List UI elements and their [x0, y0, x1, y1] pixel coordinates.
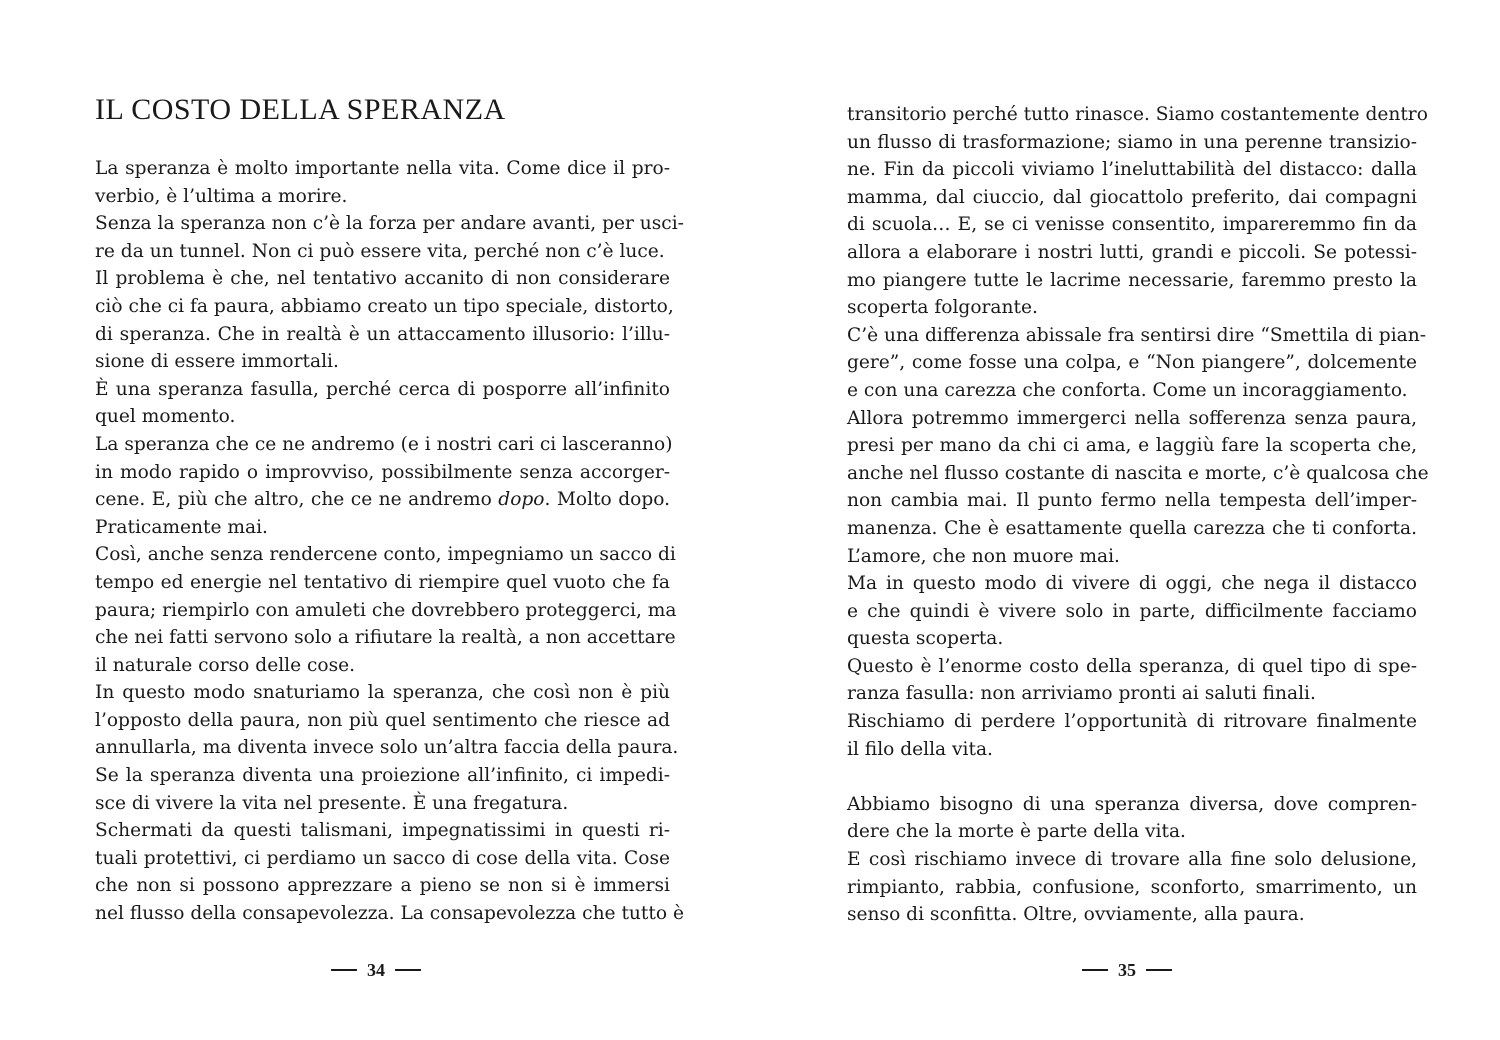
text-line	[847, 515, 1417, 543]
page-number-right	[1082, 956, 1172, 984]
text-line	[847, 432, 1417, 460]
left-body-text	[95, 155, 684, 928]
text-line	[847, 598, 1417, 626]
line-text: Rischiamo di perdere l’opportunità di ritrovare finalmente	[847, 711, 1417, 733]
text-line	[95, 238, 670, 266]
line-text: La speranza che ce ne andremo (e i nostri cari ci lasceranno)	[95, 433, 673, 455]
text-line	[847, 653, 1417, 681]
line-text: sione di essere immortali.	[95, 351, 339, 373]
text-line	[95, 514, 670, 542]
line-text: quel momento.	[95, 406, 236, 428]
text-line	[847, 156, 1417, 184]
line-text: transitorio perché tutto rinasce. Siamo costantemente dentro	[847, 104, 1428, 125]
text-line	[95, 597, 677, 625]
text-line	[847, 349, 1417, 377]
text-line	[95, 790, 670, 818]
text-line	[95, 817, 670, 845]
text-line	[847, 818, 1417, 846]
text-line	[847, 570, 1417, 598]
folio-dash	[1082, 969, 1108, 971]
line-text: un flusso di trasformazione; siamo in una perenne transizio-	[847, 131, 1417, 153]
text-line	[95, 403, 670, 431]
line-text: che nei fatti servono solo a rifiutare la realtà, a non accettare	[95, 627, 676, 649]
line-text: ne. Fin da piccoli viviamo l’ineluttabilità del distacco: dalla	[847, 159, 1417, 181]
text-line	[847, 405, 1417, 433]
text-line	[95, 459, 670, 487]
text-line	[95, 679, 670, 707]
line-text: non cambia mai. Il punto fermo nella tempesta dell’imper-	[847, 490, 1417, 512]
line-text: anche nel flusso costante di nascita e morte, c’è qualcosa che	[847, 462, 1429, 484]
text-line	[847, 791, 1417, 819]
line-text: mo piangere tutte le lacrime necessarie, faremmo presto la	[847, 269, 1417, 291]
text-line	[95, 541, 676, 569]
text-line	[847, 184, 1417, 212]
text-line	[95, 183, 670, 211]
line-text: ciò che ci fa paura, abbiamo creato un tipo speciale, distorto,	[95, 295, 674, 317]
text-line	[847, 846, 1417, 874]
page-number: 35	[1118, 959, 1136, 980]
text-line	[847, 239, 1417, 267]
text-line	[847, 487, 1417, 515]
text-line	[95, 321, 670, 349]
text-line	[95, 155, 670, 183]
text-line	[95, 872, 670, 900]
line-text: che non si possono apprezzare a pieno se non si è immersi	[95, 875, 670, 897]
line-text: tuali protettivi, ci perdiamo un sacco di cose della vita. Cose	[95, 847, 670, 869]
line-text: mamma, dal ciuccio, dal giocattolo preferito, dai compagni	[847, 186, 1417, 208]
line-text: allora a elaborare i nostri lutti, grandi e piccoli. Se potessi-	[847, 241, 1417, 263]
text-line	[847, 211, 1417, 239]
line-text: manenza. Che è esattamente quella carezza che ti conforta.	[847, 517, 1417, 539]
text-line	[847, 874, 1417, 902]
line-text: il filo della vita.	[847, 738, 993, 760]
line-text: scoperta folgorante.	[847, 297, 1038, 319]
line-text: di speranza. Che in realtà è un attaccamento illusorio: l’illu-	[95, 323, 670, 345]
line-text: Così, anche senza rendercene conto, impegniamo un sacco di	[95, 544, 676, 566]
line-text: rimpianto, rabbia, confusione, sconforto, smarrimento, un	[847, 876, 1417, 898]
line-text: e che quindi è vivere solo in parte, difficilmente facciamo	[847, 600, 1417, 622]
text-line	[95, 734, 679, 762]
text-line	[847, 377, 1417, 405]
text-line	[847, 708, 1417, 736]
line-text: E così rischiamo invece di trovare alla fine solo delusione,	[847, 849, 1417, 871]
line-text: dere che la morte è parte della vita.	[847, 821, 1186, 843]
text-line	[95, 652, 670, 680]
text-line	[95, 569, 670, 597]
line-text: re da un tunnel. Non ci può essere vita, perché non c’è luce.	[95, 240, 665, 262]
line-text: Schermati da questi talismani, impegnatissimi in questi ri-	[95, 820, 670, 842]
chapter-title: IL COSTO DELLA SPERANZA	[95, 93, 506, 126]
folio-dash	[395, 969, 421, 971]
text-line	[95, 265, 670, 293]
line-text: La speranza è molto importante nella vita. Come dice il pro-	[95, 158, 670, 179]
text-line	[95, 624, 676, 652]
emphasis-text: dopo	[498, 489, 545, 511]
line-text: verbio, è l’ultima a morire.	[95, 185, 348, 207]
line-text: e con una carezza che conforta. Come un incoraggiamento.	[847, 379, 1408, 401]
line-text: paura; riempirlo con amuleti che dovrebbero proteggerci, ma	[95, 599, 677, 621]
line-text: annullarla, ma diventa invece solo un’altra faccia della paura.	[95, 737, 679, 759]
text-line	[95, 845, 670, 873]
line-text: nel flusso della consapevolezza. La consapevolezza che tutto è	[95, 903, 684, 925]
text-line	[95, 293, 674, 321]
text-line	[95, 431, 673, 459]
line-text: gere”, come fosse una colpa, e “Non piangere”, dolcemente	[847, 352, 1417, 374]
line-text: . Molto dopo.	[544, 489, 670, 511]
text-line	[95, 900, 684, 928]
text-line	[847, 267, 1417, 295]
line-text: Senza la speranza non c’è la forza per andare avanti, per usci-	[95, 213, 684, 235]
line-text: In questo modo snaturiamo la speranza, che così non è più	[95, 682, 670, 704]
folio-dash	[1146, 969, 1172, 971]
text-line	[847, 460, 1429, 488]
text-line	[95, 376, 670, 404]
line-text: Se la speranza diventa una proiezione all’infinito, ci impedi-	[95, 765, 670, 787]
line-text: Ma in questo modo di vivere di oggi, che nega il distacco	[847, 573, 1417, 595]
text-line	[847, 901, 1417, 929]
folio-dash	[331, 969, 357, 971]
text-line	[847, 543, 1417, 571]
text-line	[847, 625, 1417, 653]
line-text: Il problema è che, nel tentativo accanito di non considerare	[95, 268, 670, 290]
line-text: questa scoperta.	[847, 628, 1004, 650]
page-number-left	[331, 956, 421, 984]
line-text: Allora potremmo immergerci nella sofferenza senza paura,	[847, 407, 1417, 429]
text-line	[847, 736, 1417, 764]
text-line	[95, 210, 684, 238]
line-text: sce di vivere la vita nel presente. È una fregatura.	[95, 792, 569, 814]
text-line	[95, 348, 670, 376]
line-text: Abbiamo bisogno di una speranza diversa, dove compren-	[847, 793, 1417, 815]
line-text: di scuola… E, se ci venisse consentito, impareremmo fin da	[847, 214, 1417, 236]
text-line	[95, 707, 670, 735]
line-text: C’è una differenza abissale fra sentirsi dire “Smettila di pian-	[847, 324, 1426, 346]
line-text: Questo è l’enorme costo della speranza, di quel tipo di spe-	[847, 655, 1417, 677]
line-text: Praticamente mai.	[95, 516, 268, 538]
text-line	[95, 762, 670, 790]
text-line	[847, 101, 1428, 129]
text-line	[847, 294, 1417, 322]
line-text: ranza fasulla: non arriviamo pronti ai saluti finali.	[847, 683, 1316, 705]
line-text: presi per mano da chi ci ama, e laggiù fare la scoperta che,	[847, 435, 1417, 457]
text-line	[847, 680, 1417, 708]
right-body-text	[847, 101, 1429, 929]
line-text: il naturale corso delle cose.	[95, 654, 356, 676]
line-text: tempo ed energie nel tentativo di riempire quel vuoto che fa	[95, 571, 670, 593]
line-text: senso di sconfitta. Oltre, ovviamente, alla paura.	[847, 904, 1305, 926]
line-text: in modo rapido o improvviso, possibilmente senza accorger-	[95, 461, 670, 483]
line-text: È una speranza fasulla, perché cerca di posporre all’infinito	[95, 378, 670, 400]
line-text: L’amore, che non muore mai.	[847, 545, 1120, 567]
line-text: l’opposto della paura, non più quel sentimento che riesce ad	[95, 709, 670, 731]
text-line	[847, 322, 1426, 350]
line-text: cene. E, più che altro, che ce ne andremo	[95, 489, 499, 511]
page-number: 34	[367, 959, 385, 980]
right-page	[750, 0, 1500, 1040]
text-line	[847, 129, 1417, 157]
text-line	[95, 486, 670, 514]
blank-line	[847, 763, 1417, 791]
